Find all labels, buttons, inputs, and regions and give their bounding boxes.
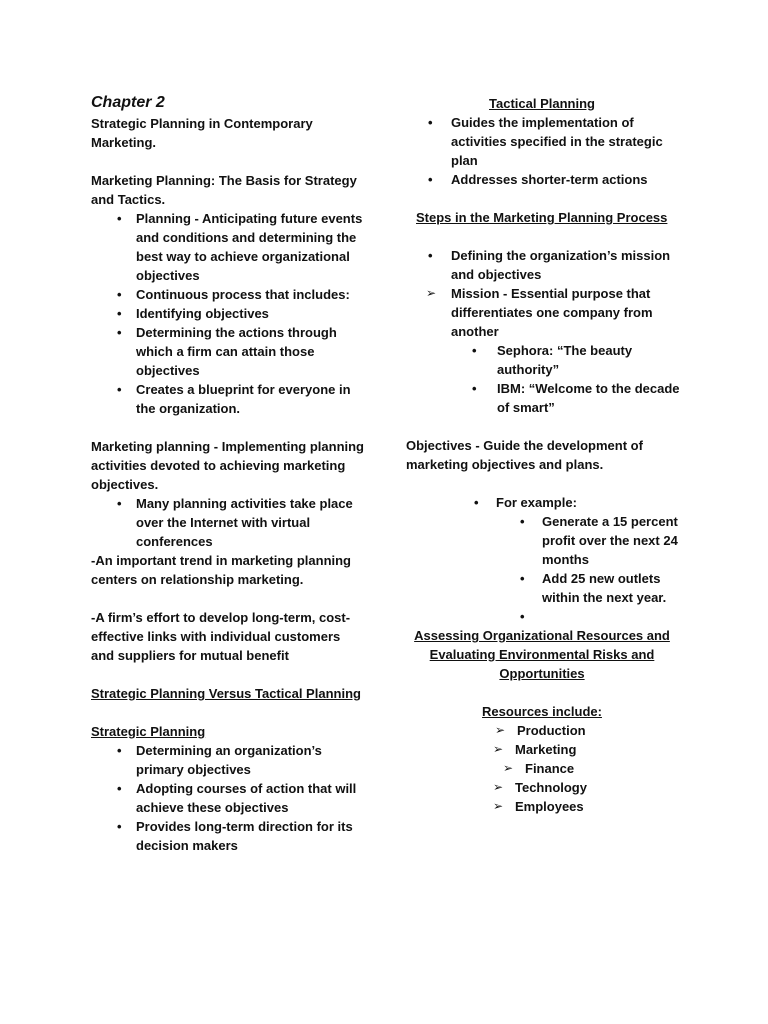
list-item: • Defining the organization’s mission and objectives xyxy=(428,248,671,282)
bullet-icon: • xyxy=(520,514,525,529)
effort-paragraph: -A firm’s effort to develop long-term, cost-effective links with individual customers and suppliers for mutual benefit xyxy=(91,610,351,663)
marketing-planning-list xyxy=(91,209,366,418)
assessing-heading: Assessing Organizational Resources and Evaluating Environmental Risks and Opportunities xyxy=(414,628,670,681)
bullet-icon: • xyxy=(474,495,479,510)
list-item: • Add 25 new outlets within the next year. xyxy=(520,571,667,605)
versus-heading: Strategic Planning Versus Tactical Planning xyxy=(91,686,361,701)
trend-paragraph: -An important trend in marketing planning centers on relationship marketing. xyxy=(91,553,351,587)
list-item: • Determining an organization’s primary objectives xyxy=(117,743,322,777)
list-item: ➢ Technology xyxy=(493,780,587,795)
arrow-bullet-icon: ➢ xyxy=(426,286,437,300)
list-item: • Addresses shorter-term actions xyxy=(428,172,648,187)
resources-heading: Resources include: xyxy=(482,704,602,719)
list-item: • Many planning activities take place over the Internet with virtual conferences xyxy=(117,496,353,549)
list-item: • Adopting courses of action that will achieve these objectives xyxy=(117,781,357,815)
bullet-icon: • xyxy=(117,325,122,340)
bullet-icon: • xyxy=(117,211,122,226)
arrow-bullet-icon: ➢ xyxy=(493,799,504,813)
list-item: ➢ Mission - Essential purpose that differentiates one company from another xyxy=(426,286,653,339)
objectives-paragraph: Objectives - Guide the development of marketing objectives and plans. xyxy=(406,438,643,472)
bullet-icon: • xyxy=(117,287,122,302)
list-item: ➢ Finance xyxy=(503,761,575,776)
list-item xyxy=(406,607,686,626)
list-item: • Determining the actions through which a firm can attain those objectives xyxy=(117,325,337,378)
bullet-icon: • xyxy=(117,781,122,796)
bullet-icon: • xyxy=(428,172,433,187)
bullet-icon: • xyxy=(117,306,122,321)
bullet-icon: • xyxy=(428,115,433,130)
list-item: • Generate a 15 percent profit over the next 24 months xyxy=(520,514,678,567)
arrow-bullet-icon: ➢ xyxy=(493,780,504,794)
bullet-icon: • xyxy=(472,343,477,358)
chapter-subtitle: Strategic Planning in Contemporary Marketing. xyxy=(91,116,313,150)
marketing-planning-heading: Marketing Planning: The Basis for Strategy and Tactics. xyxy=(91,173,357,207)
steps-list xyxy=(406,246,686,417)
internet-list xyxy=(91,494,366,551)
list-item: ➢ Marketing xyxy=(493,742,577,757)
bullet-icon: • xyxy=(117,496,122,511)
list-item: • Guides the implementation of activities specified in the strategic plan xyxy=(428,115,663,168)
steps-heading: Steps in the Marketing Planning Process xyxy=(416,210,668,225)
bullet-icon: • xyxy=(520,609,525,624)
strategic-planning-heading: Strategic Planning xyxy=(91,724,206,739)
tactical-planning-list xyxy=(406,113,686,189)
marketing-planning-definition: Marketing planning - Implementing planning activities devoted to achieving marketing objectives. xyxy=(91,439,364,492)
bullet-icon: • xyxy=(520,571,525,586)
chapter-title: Chapter 2 xyxy=(91,94,165,111)
arrow-bullet-icon: ➢ xyxy=(495,723,506,737)
list-item: • Planning - Anticipating future events and conditions and determining the best way to achieve organizational objectives xyxy=(117,211,363,283)
tactical-planning-heading: Tactical Planning xyxy=(489,96,595,111)
bullet-icon: • xyxy=(117,382,122,397)
list-item: • IBM: “Welcome to the decade of smart” xyxy=(472,381,680,415)
list-item: • Identifying objectives xyxy=(117,306,269,321)
list-item: • Continuous process that includes: xyxy=(117,287,350,302)
bullet-icon: • xyxy=(117,819,122,834)
arrow-bullet-icon: ➢ xyxy=(503,761,514,775)
strategic-planning-list xyxy=(91,741,366,855)
bullet-icon: • xyxy=(117,743,122,758)
example-list xyxy=(406,493,686,626)
list-item: ➢ Employees xyxy=(493,799,584,814)
list-item: ➢ Production xyxy=(495,723,586,738)
list-item: • Creates a blueprint for everyone in the organization. xyxy=(117,382,351,416)
right-column xyxy=(406,94,686,816)
arrow-bullet-icon: ➢ xyxy=(493,742,504,756)
bullet-icon: • xyxy=(472,381,477,396)
list-item: • Provides long-term direction for its decision makers xyxy=(117,819,353,853)
bullet-icon: • xyxy=(428,248,433,263)
list-item: • Sephora: “The beauty authority” xyxy=(472,343,633,377)
left-column xyxy=(91,92,366,855)
resources-list xyxy=(491,721,601,816)
list-item: • For example: xyxy=(474,495,577,510)
